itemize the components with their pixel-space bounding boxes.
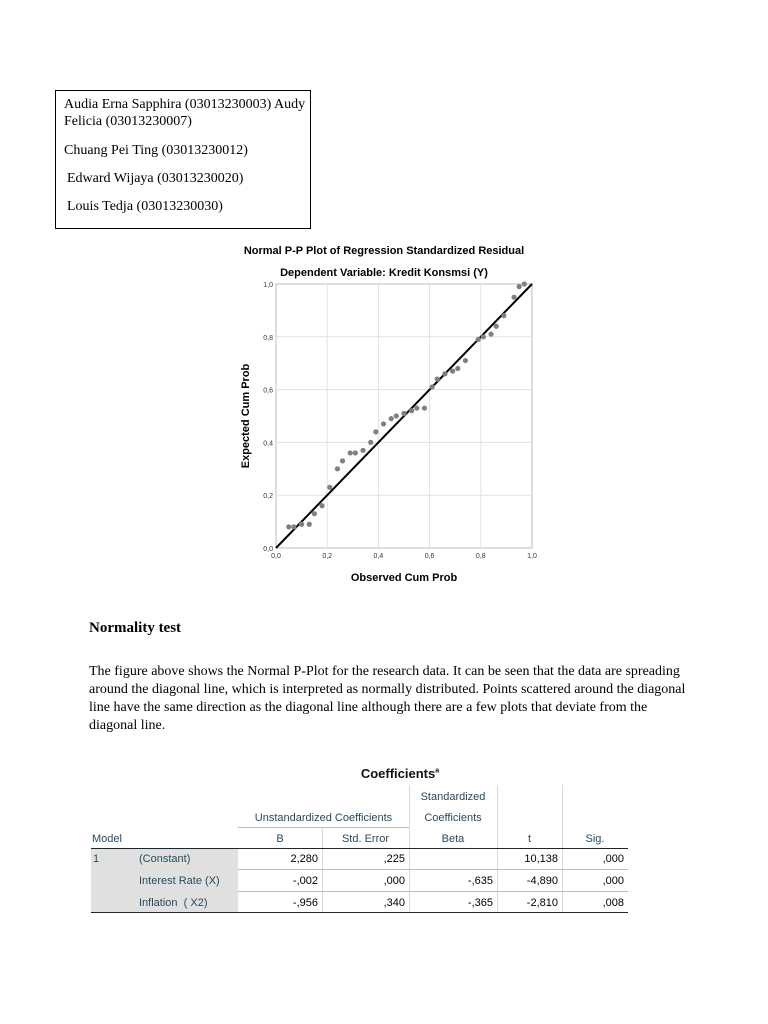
model-number: 1 <box>93 853 100 865</box>
y-tick-label: 0,8 <box>263 334 273 342</box>
header-unstandardized: Unstandardized Coefficients <box>254 812 393 824</box>
row-b: -,002 <box>292 875 318 887</box>
data-point <box>291 524 296 529</box>
author-line: Louis Tedja (03013230030) <box>67 199 223 214</box>
data-point <box>312 511 317 516</box>
row-sig: ,008 <box>602 897 624 909</box>
x-axis-label: Observed Cum Prob <box>350 572 458 584</box>
y-tick-label: 0,0 <box>263 546 273 553</box>
y-tick-label: 0,6 <box>263 387 273 395</box>
data-point <box>353 450 358 455</box>
data-point <box>373 429 378 434</box>
author-line: Audia Erna Sapphira (03013230003) Audy <box>64 97 306 112</box>
data-point <box>335 466 340 471</box>
data-point <box>340 458 345 463</box>
table-hline <box>238 891 628 892</box>
data-point <box>488 332 493 337</box>
data-point <box>501 313 506 318</box>
data-point <box>401 411 406 416</box>
row-t: -4,890 <box>526 875 558 887</box>
data-point <box>394 413 399 418</box>
x-tick-label: 0,8 <box>475 553 486 560</box>
data-point <box>476 337 481 342</box>
header-std-error: Std. Error <box>341 833 390 845</box>
paragraph-line: diagonal line. <box>89 718 166 733</box>
data-point <box>481 334 486 339</box>
data-point <box>286 524 291 529</box>
data-point <box>360 448 365 453</box>
x-tick-label: 0,6 <box>424 553 435 560</box>
x-tick-label: 0,0 <box>271 553 281 560</box>
author-line: Felicia (03013230007) <box>64 114 192 129</box>
header-b: B <box>276 833 284 845</box>
author-line: Edward Wijaya (03013230020) <box>67 171 244 186</box>
data-point <box>517 284 522 289</box>
author-line: Chuang Pei Ting (03013230012) <box>64 143 248 158</box>
paragraph-line: The figure above shows the Normal P-Plot for the research data. It can be seen that the data are spreading <box>89 664 680 679</box>
row-b: -,956 <box>292 897 318 909</box>
header-model: Model <box>92 833 122 845</box>
table-title-sup: a <box>435 767 440 775</box>
header-coefficients: Coefficients <box>424 812 482 824</box>
table-bottom-rule <box>91 912 628 913</box>
row-beta: -,365 <box>467 897 493 909</box>
data-point <box>381 421 386 426</box>
data-point <box>455 366 460 371</box>
data-point <box>511 295 516 300</box>
y-axis-label: Expected Cum Prob <box>240 363 252 469</box>
row-t: 10,138 <box>524 853 558 865</box>
data-point <box>368 440 373 445</box>
row-se: ,340 <box>383 897 405 909</box>
table-title <box>300 766 500 781</box>
data-point <box>414 405 419 410</box>
data-point <box>409 408 414 413</box>
data-point <box>435 376 440 381</box>
table-header-rule <box>91 848 628 849</box>
table-hline <box>238 827 409 828</box>
header-sig: Sig. <box>585 833 605 845</box>
data-point <box>389 416 394 421</box>
data-point <box>494 324 499 329</box>
y-tick-label: 0,4 <box>263 440 273 448</box>
row-b: 2,280 <box>290 853 318 865</box>
y-tick-label: 1,0 <box>263 282 273 289</box>
row-se: ,000 <box>383 875 405 887</box>
y-tick-label: 0,2 <box>263 493 273 501</box>
data-point <box>430 384 435 389</box>
paragraph-line: line have the same direction as the diagonal line although there are a few plots that deviate from the <box>89 700 648 715</box>
row-label: Inflation ( X2) <box>139 897 208 909</box>
data-point <box>319 503 324 508</box>
data-point <box>348 450 353 455</box>
row-label: (Constant) <box>139 853 191 865</box>
data-point <box>463 358 468 363</box>
section-heading: Normality test <box>89 620 182 636</box>
chart-subtitle: Dependent Variable: Kredit Konsmsi (Y) <box>280 267 488 279</box>
row-label: Interest Rate (X) <box>139 875 220 887</box>
data-point <box>422 405 427 410</box>
row-t: -2,810 <box>526 897 558 909</box>
table-title-text: Coefficients <box>360 766 436 781</box>
header-standardized: Standardized <box>420 791 486 803</box>
x-tick-label: 0,2 <box>322 553 333 560</box>
header-t: t <box>527 833 532 845</box>
table-hline <box>238 869 628 870</box>
chart-title: Normal P-P Plot of Regression Standardized Residual <box>243 245 525 257</box>
data-point <box>327 485 332 490</box>
data-point <box>307 522 312 527</box>
data-point <box>450 369 455 374</box>
data-point <box>442 371 447 376</box>
row-sig: ,000 <box>602 853 624 865</box>
x-tick-label: 0,4 <box>373 553 384 560</box>
data-point <box>299 522 304 527</box>
header-beta: Beta <box>441 833 465 845</box>
row-beta: -,635 <box>467 875 493 887</box>
paragraph-line: around the diagonal line, which is interpreted as normally distributed. Points scattered around the diagonal <box>89 682 686 697</box>
data-point <box>522 281 527 286</box>
row-sig: ,000 <box>602 875 624 887</box>
row-se: ,225 <box>383 853 405 865</box>
x-tick-label: 1,0 <box>527 553 537 560</box>
